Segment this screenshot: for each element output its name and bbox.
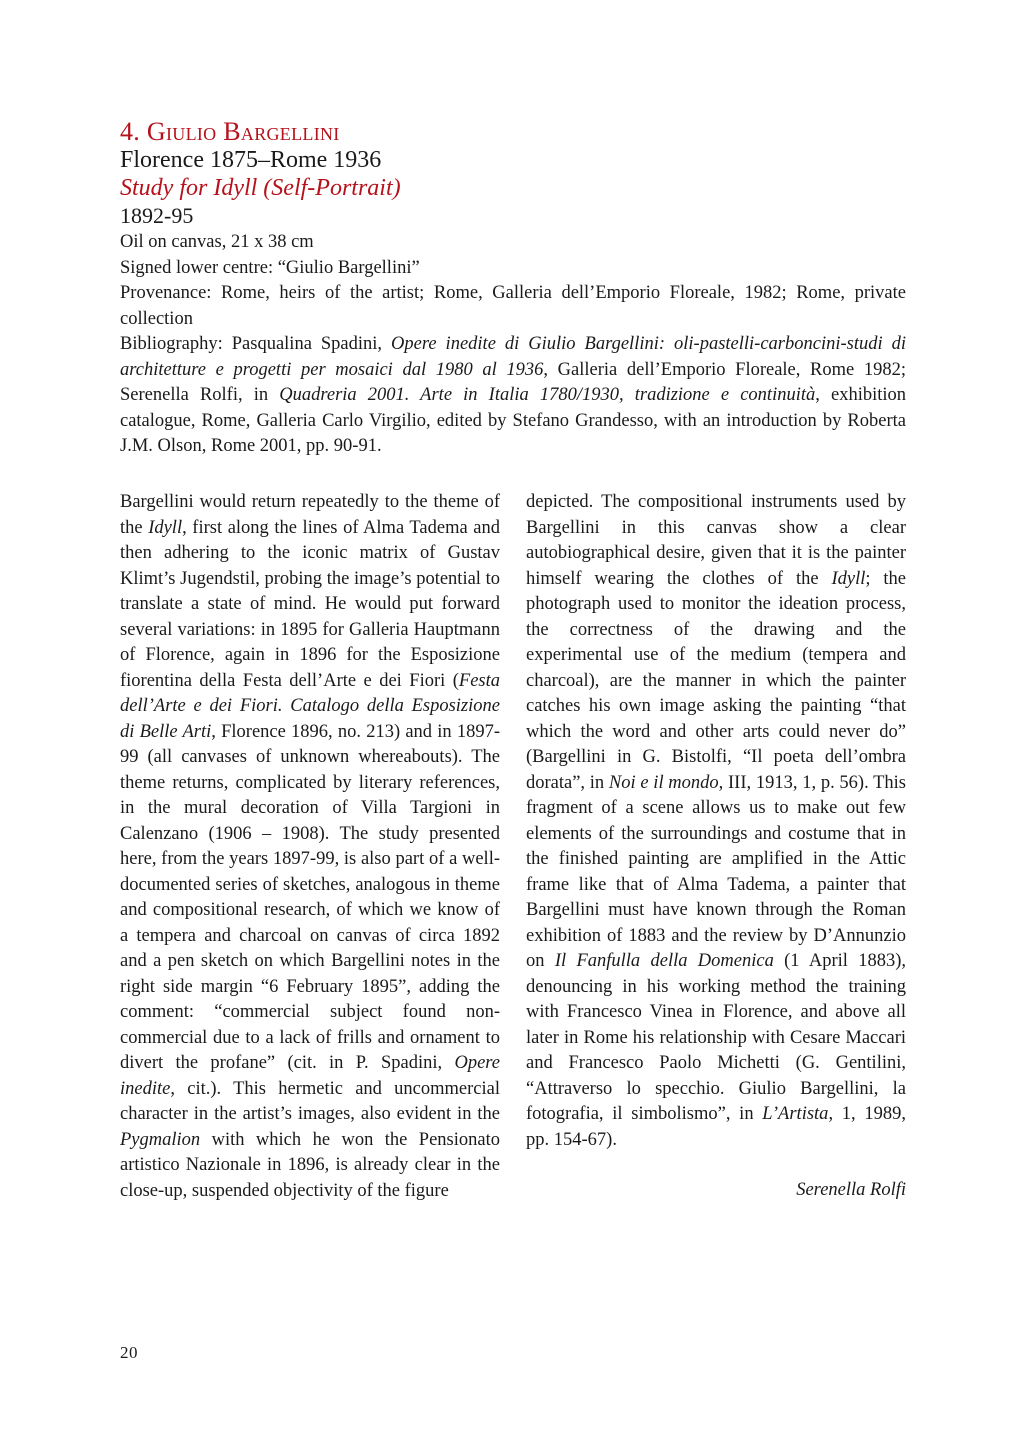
essay-text: , first along the lines of Alma Tadema and then adhering to the iconic matrix of Gustav Klimt’s Jugendstil, probing the image’s potential to translate a state of mind. He would put forward several variations: in 1895 for Galleria Hauptmann of Florence, again in 1896 for the Esposizione fiorentina della Festa dell’Arte e dei Fiori ( — [120, 517, 500, 691]
essay-body — [120, 490, 906, 1204]
work-year: 1892-95 — [120, 203, 194, 228]
bibliography-italic-title-1: Opere inedite di Giulio Bargellini: oli-pastelli-carboncini-studi di architetture e progetti per mosaici dal 1980 al 1936 — [120, 334, 906, 380]
essay-italic: Idyll — [831, 568, 866, 589]
essay-text: , 1, 1989, pp. 154-67). — [526, 1104, 906, 1150]
work-bibliography — [120, 332, 906, 460]
essay-text: depicted. The compositional instruments used by Bargellini in this canvas show a clear autobiographical desire, given that it is the painter himself wearing the clothes of the — [526, 492, 906, 589]
work-provenance: Provenance: Rome, heirs of the artist; Rome, Galleria dell’Emporio Floreale, 1982; Rome, private collection — [120, 283, 906, 329]
essay-text: , III, 1913, 1, p. 56). This fragment of a scene allows us to make out few elements of the surroundings and costume that in the finished painting are amplified in the Attic frame like that of Alma Tadema, a painter that Bargellini must have known through the Roman exhibition of 1883 and the review by D’Annunzio on — [526, 772, 906, 971]
essay-column-right — [526, 490, 906, 1204]
catalogue-entry-header — [120, 118, 906, 460]
essay-italic: Pygmalion — [120, 1129, 201, 1150]
essay-italic: Festa dell’Arte e dei Fiori. Catalogo della Esposizione di Belle Arti — [120, 670, 500, 742]
essay-paragraph-right — [526, 490, 906, 1153]
essay-italic: Opere inedite — [120, 1053, 500, 1099]
essay-italic: Noi e il mondo — [608, 772, 719, 793]
essay-text: , cit.). This hermetic and uncommercial character in the artist’s images, also evident in the — [120, 1078, 500, 1124]
essay-text: Bargellini would return repeatedly to the theme of the — [120, 492, 500, 538]
essay-text: , Florence 1896, no. 213) and in 1897-99 (all canvases of unknown whereabouts). The theme returns, complicated by literary references, in the mural decoration of Villa Targioni in Calenzano (1906 – 1908). The study presented here, from the years 1897-99, is also part of a well-documented series of sketches, analogous in theme and compositional research, of which we know of a tempera and charcoal on canvas of circa 1892 and a pen sketch on which Bargellini notes in the right side margin “6 February 1895”, adding the comment: “commercial subject found non-commercial due to a lack of frills and ornament to divert the profane” (cit. in P. Spadini, — [120, 721, 500, 1073]
artist-life-dates: Florence 1875–Rome 1936 — [120, 147, 382, 173]
author-signature: Serenella Rolfi — [796, 1180, 906, 1200]
entry-title: 4. Giulio Bargellini — [120, 117, 340, 146]
essay-column-left — [120, 490, 500, 1204]
work-title: Study for Idyll (Self-Portrait) — [120, 175, 401, 201]
essay-italic: L’Artista — [762, 1104, 829, 1124]
bibliography-italic-title-2: Quadreria 2001. Arte in Italia 1780/1930, tradizione e continuità — [279, 385, 816, 405]
essay-paragraph-left — [120, 490, 500, 1204]
work-signature-note: Signed lower centre: “Giulio Bargellini” — [120, 257, 420, 278]
work-medium: Oil on canvas, 21 x 38 cm — [120, 232, 314, 252]
page-number: 20 — [120, 1343, 138, 1362]
essay-text: (1 April 1883), denouncing in his working method the training with Francesco Vinea in Florence, and above all later in Rome his relationship with Cesare Maccari and Francesco Paolo Michetti (G. Gentilini, “Attraverso lo specchio. Giulio Bargellini, la fotografia, il simbolismo”, in — [526, 951, 907, 1124]
essay-italic: Il Fanfulla della Domenica — [554, 951, 774, 971]
bibliography-text-2: , exhibition catalogue, Rome, Galleria Carlo Virgilio, edited by Stefano Grandesso, with an introduction by Roberta J.M. Olson, Rome 2001, pp. 90-91. — [120, 385, 906, 456]
bibliography-label: Bibliography: Pasqualina Spadini, — [120, 334, 392, 354]
essay-italic: Idyll — [148, 517, 183, 538]
essay-text: with which he won the Pensionato artistico Nazionale in 1896, is already clear in the close-up, suspended objectivity of the figure — [120, 1129, 500, 1201]
essay-text: ; the photograph used to monitor the ideation process, the correctness of the drawing and the experimental use of the medium (tempera and charcoal), are the manner in which the painter catches his own image asking the painting “that which the word and other arts could never do” (Bargellini in G. Bistolfi, “Il poeta dell’ombra dorata”, in — [526, 568, 906, 793]
bibliography-text-1: , Galleria dell’Emporio Floreale, Rome 1982; Serenella Rolfi, in — [120, 359, 906, 405]
